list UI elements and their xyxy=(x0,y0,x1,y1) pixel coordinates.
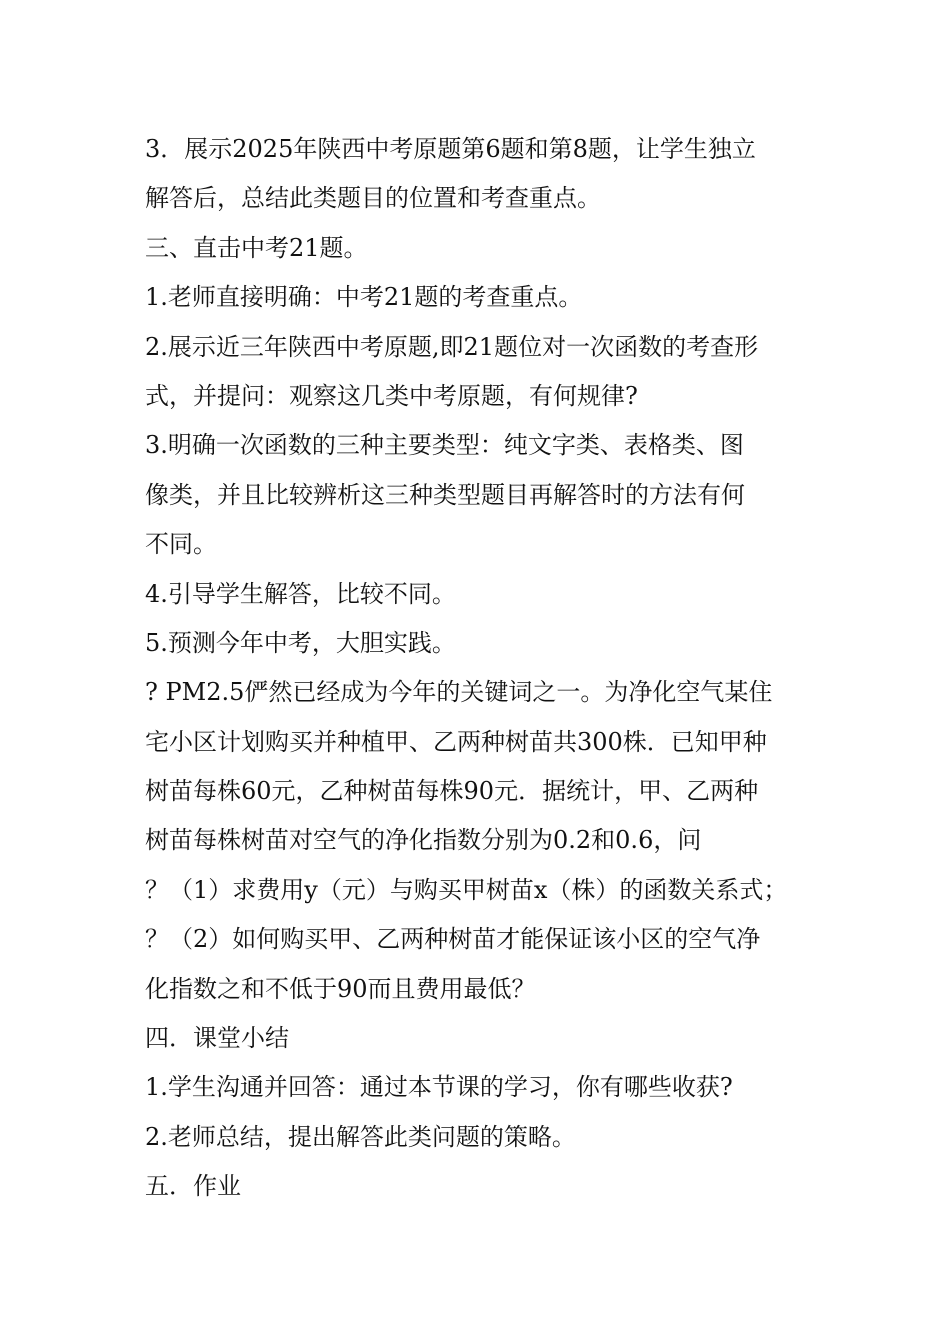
problem-line: ? PM2.5俨然已经成为今年的关键词之一。为净化空气某住 xyxy=(145,678,773,707)
section-heading: 五．作业 xyxy=(145,1172,241,1201)
text-line: 不同。 xyxy=(145,530,217,559)
document-body xyxy=(145,125,815,1212)
section-heading: 四．课堂小结 xyxy=(145,1024,289,1053)
text-line: 5.预测今年中考，大胆实践。 xyxy=(145,628,456,657)
text-line: 3．展示2025年陕西中考原题第6题和第8题，让学生独立 xyxy=(145,135,756,163)
text-line: 解答后，总结此类题目的位置和考查重点。 xyxy=(145,184,601,213)
problem-question-1: ？（1）求费用y（元）与购买甲树苗x（株）的函数关系式； xyxy=(145,875,788,904)
text-line: 2.展示近三年陕西中考原题,即21题位对一次函数的考查形 xyxy=(145,332,759,361)
text-line: 3.明确一次函数的三种主要类型：纯文字类、表格类、图 xyxy=(145,431,744,460)
text-line: 1.老师直接明确：中考21题的考查重点。 xyxy=(145,283,583,312)
text-line: 像类，并且比较辨析这三种类型题目再解答时的方法有何 xyxy=(145,480,745,509)
text-line: 式，并提问：观察这几类中考原题，有何规律? xyxy=(145,381,638,410)
section-heading: 三、直击中考21题。 xyxy=(145,233,368,262)
problem-line: 宅小区计划购买并种植甲、乙两种树苗共300株．已知甲种 xyxy=(145,727,767,756)
text-line: 2.老师总结，提出解答此类问题的策略。 xyxy=(145,1122,576,1151)
text-line: 4.引导学生解答，比较不同。 xyxy=(145,579,456,608)
problem-line: 树苗每株60元，乙种树苗每株90元．据统计，甲、乙两种 xyxy=(145,777,759,806)
problem-question-2: ？（2）如何购买甲、乙两种树苗才能保证该小区的空气净 xyxy=(145,925,761,954)
problem-line: 树苗每株树苗对空气的净化指数分别为0.2和0.6，问 xyxy=(145,826,702,855)
text-line: 1.学生沟通并回答：通过本节课的学习，你有哪些收获? xyxy=(145,1073,733,1102)
problem-line: 化指数之和不低于90而且费用最低？ xyxy=(145,974,536,1003)
